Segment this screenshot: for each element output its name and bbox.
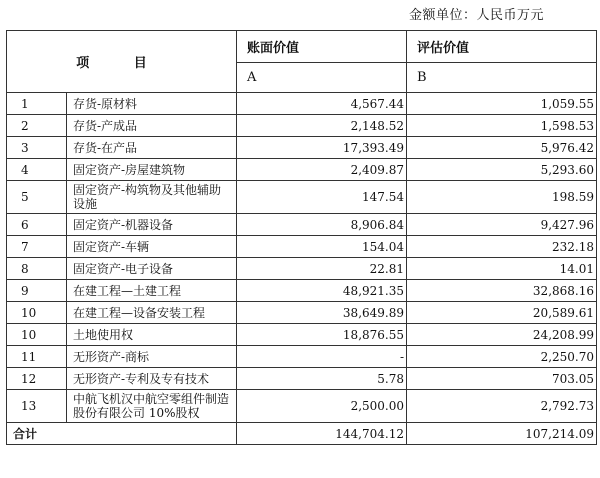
table-row: [7, 214, 597, 236]
unit-label: 金额单位：人民币万元: [408, 8, 544, 23]
row-book-value: 147.54: [237, 181, 407, 214]
table-row: [7, 302, 597, 324]
row-eval-value: 703.05: [407, 368, 597, 390]
row-item-name: 固定资产-房屋建筑物: [67, 159, 237, 181]
row-item-name: 在建工程—设备安装工程: [67, 302, 237, 324]
row-eval-value: 2,792.73: [407, 390, 597, 423]
row-item-name: 存货-产成品: [67, 115, 237, 137]
row-eval-value: 5,293.60: [407, 159, 597, 181]
total-book-value: 144,704.12: [237, 423, 407, 445]
row-index: 12: [7, 368, 67, 390]
header-eval-value: 评估价值: [407, 31, 597, 63]
row-item-name: 在建工程—土建工程: [67, 280, 237, 302]
row-eval-value: 14.01: [407, 258, 597, 280]
row-eval-value: 24,208.99: [407, 324, 597, 346]
table-row: [7, 390, 597, 423]
row-index: 3: [7, 137, 67, 159]
row-book-value: 2,148.52: [237, 115, 407, 137]
row-item-name: 固定资产-车辆: [67, 236, 237, 258]
header-book-sub: A: [237, 63, 407, 93]
table-row: [7, 115, 597, 137]
row-index: 5: [7, 181, 67, 214]
table-row: [7, 137, 597, 159]
row-item-name: 固定资产-电子设备: [67, 258, 237, 280]
row-index: 13: [7, 390, 67, 423]
row-item-name: 无形资产-专利及专有技术: [67, 368, 237, 390]
row-index: 7: [7, 236, 67, 258]
row-book-value: 5.78: [237, 368, 407, 390]
row-book-value: 4,567.44: [237, 93, 407, 115]
valuation-table: [6, 30, 597, 445]
table-row: [7, 93, 597, 115]
row-book-value: 2,409.87: [237, 159, 407, 181]
row-book-value: 8,906.84: [237, 214, 407, 236]
row-eval-value: 5,976.42: [407, 137, 597, 159]
table-row: [7, 236, 597, 258]
row-index: 10: [7, 302, 67, 324]
total-label: 合计: [7, 423, 237, 445]
table-row: [7, 181, 597, 214]
row-book-value: -: [237, 346, 407, 368]
row-eval-value: 2,250.70: [407, 346, 597, 368]
row-eval-value: 20,589.61: [407, 302, 597, 324]
row-book-value: 17,393.49: [237, 137, 407, 159]
table-row: [7, 280, 597, 302]
row-index: 9: [7, 280, 67, 302]
total-row: [7, 423, 597, 445]
header-eval-sub: B: [407, 63, 597, 93]
row-index: 6: [7, 214, 67, 236]
row-eval-value: 32,868.16: [407, 280, 597, 302]
row-item-name: 存货-原材料: [67, 93, 237, 115]
row-eval-value: 1,059.55: [407, 93, 597, 115]
row-index: 8: [7, 258, 67, 280]
row-book-value: 2,500.00: [237, 390, 407, 423]
row-book-value: 22.81: [237, 258, 407, 280]
table-row: [7, 346, 597, 368]
row-item-name: 固定资产-机器设备: [67, 214, 237, 236]
row-index: 2: [7, 115, 67, 137]
table-row: [7, 159, 597, 181]
total-eval-value: 107,214.09: [407, 423, 597, 445]
header-row: [7, 31, 597, 63]
row-eval-value: 232.18: [407, 236, 597, 258]
row-index: 11: [7, 346, 67, 368]
header-book-value: 账面价值: [237, 31, 407, 63]
row-book-value: 48,921.35: [237, 280, 407, 302]
row-eval-value: 9,427.96: [407, 214, 597, 236]
row-item-name: 存货-在产品: [67, 137, 237, 159]
row-item-name: 无形资产-商标: [67, 346, 237, 368]
row-eval-value: 1,598.53: [407, 115, 597, 137]
row-index: 1: [7, 93, 67, 115]
row-book-value: 18,876.55: [237, 324, 407, 346]
row-book-value: 154.04: [237, 236, 407, 258]
table-row: [7, 258, 597, 280]
header-item: 项 目: [7, 31, 237, 93]
row-index: 10: [7, 324, 67, 346]
table-row: [7, 368, 597, 390]
table-row: [7, 324, 597, 346]
row-item-name: 土地使用权: [67, 324, 237, 346]
row-book-value: 38,649.89: [237, 302, 407, 324]
row-eval-value: 198.59: [407, 181, 597, 214]
row-item-name: 中航飞机汉中航空零组件制造股份有限公司 10%股权: [67, 390, 237, 423]
row-item-name: 固定资产-构筑物及其他辅助设施: [67, 181, 237, 214]
row-index: 4: [7, 159, 67, 181]
